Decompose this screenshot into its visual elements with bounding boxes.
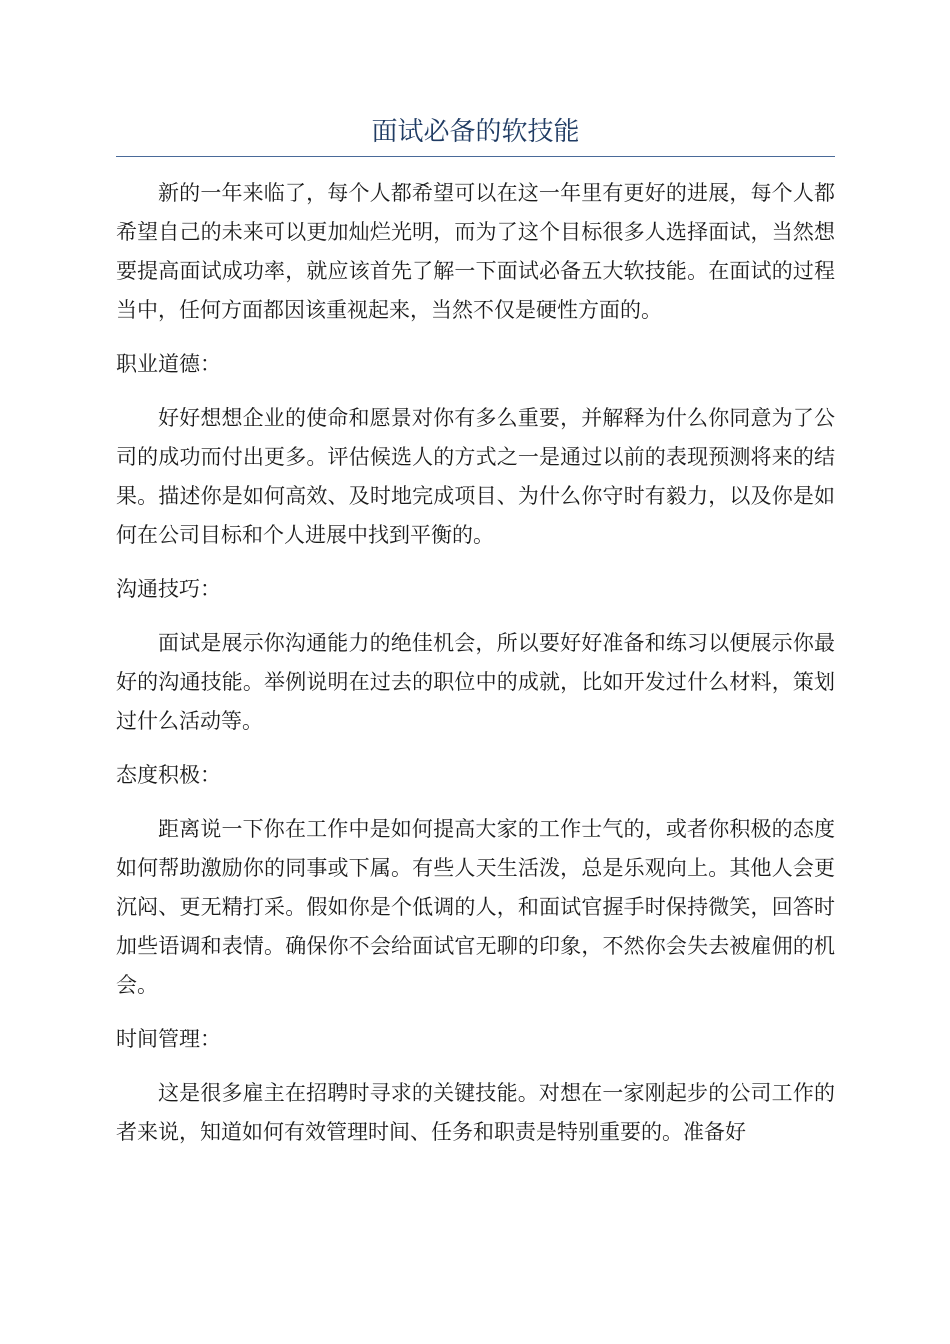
section-body-time-management: 这是很多雇主在招聘时寻求的关键技能。对想在一家刚起步的公司工作的者来说，知道如何有效管理时间、任务和职责是特别重要的。准备好 — [116, 1081, 835, 1144]
document-title: 面试必备的软技能 — [116, 110, 835, 157]
section-heading-positive-attitude: 态度积极： — [116, 763, 221, 787]
intro-paragraph: 新的一年来临了，每个人都希望可以在这一年里有更好的进展，每个人都希望自己的未来可以更加灿烂光明，而为了这个目标很多人选择面试，当然想要提高面试成功率，就应该首先了解一下面试必备五大软技能。在面试的过程当中，任何方面都因该重视起来，当然不仅是硬性方面的。 — [116, 181, 835, 322]
section-body-positive-attitude: 距离说一下你在工作中是如何提高大家的工作士气的，或者你积极的态度如何帮助激励你的同事或下属。有些人天生活泼，总是乐观向上。其他人会更沉闷、更无精打采。假如你是个低调的人，和面试官握手时保持微笑，回答时加些语调和表情。确保你不会给面试官无聊的印象，不然你会失去被雇佣的机会。 — [116, 817, 835, 997]
section-body-communication: 面试是展示你沟通能力的绝佳机会，所以要好好准备和练习以便展示你最好的沟通技能。举例说明在过去的职位中的成就，比如开发过什么材料，策划过什么活动等。 — [116, 631, 835, 733]
section-heading-communication: 沟通技巧： — [116, 577, 221, 601]
document-page — [116, 110, 835, 1152]
section-heading-work-ethic: 职业道德： — [116, 352, 221, 376]
section-body-work-ethic: 好好想想企业的使命和愿景对你有多么重要，并解释为什么你同意为了公司的成功而付出更多。评估候选人的方式之一是通过以前的表现预测将来的结果。描述你是如何高效、及时地完成项目、为什么你守时有毅力，以及你是如何在公司目标和个人进展中找到平衡的。 — [116, 406, 835, 547]
section-heading-time-management: 时间管理： — [116, 1027, 221, 1051]
